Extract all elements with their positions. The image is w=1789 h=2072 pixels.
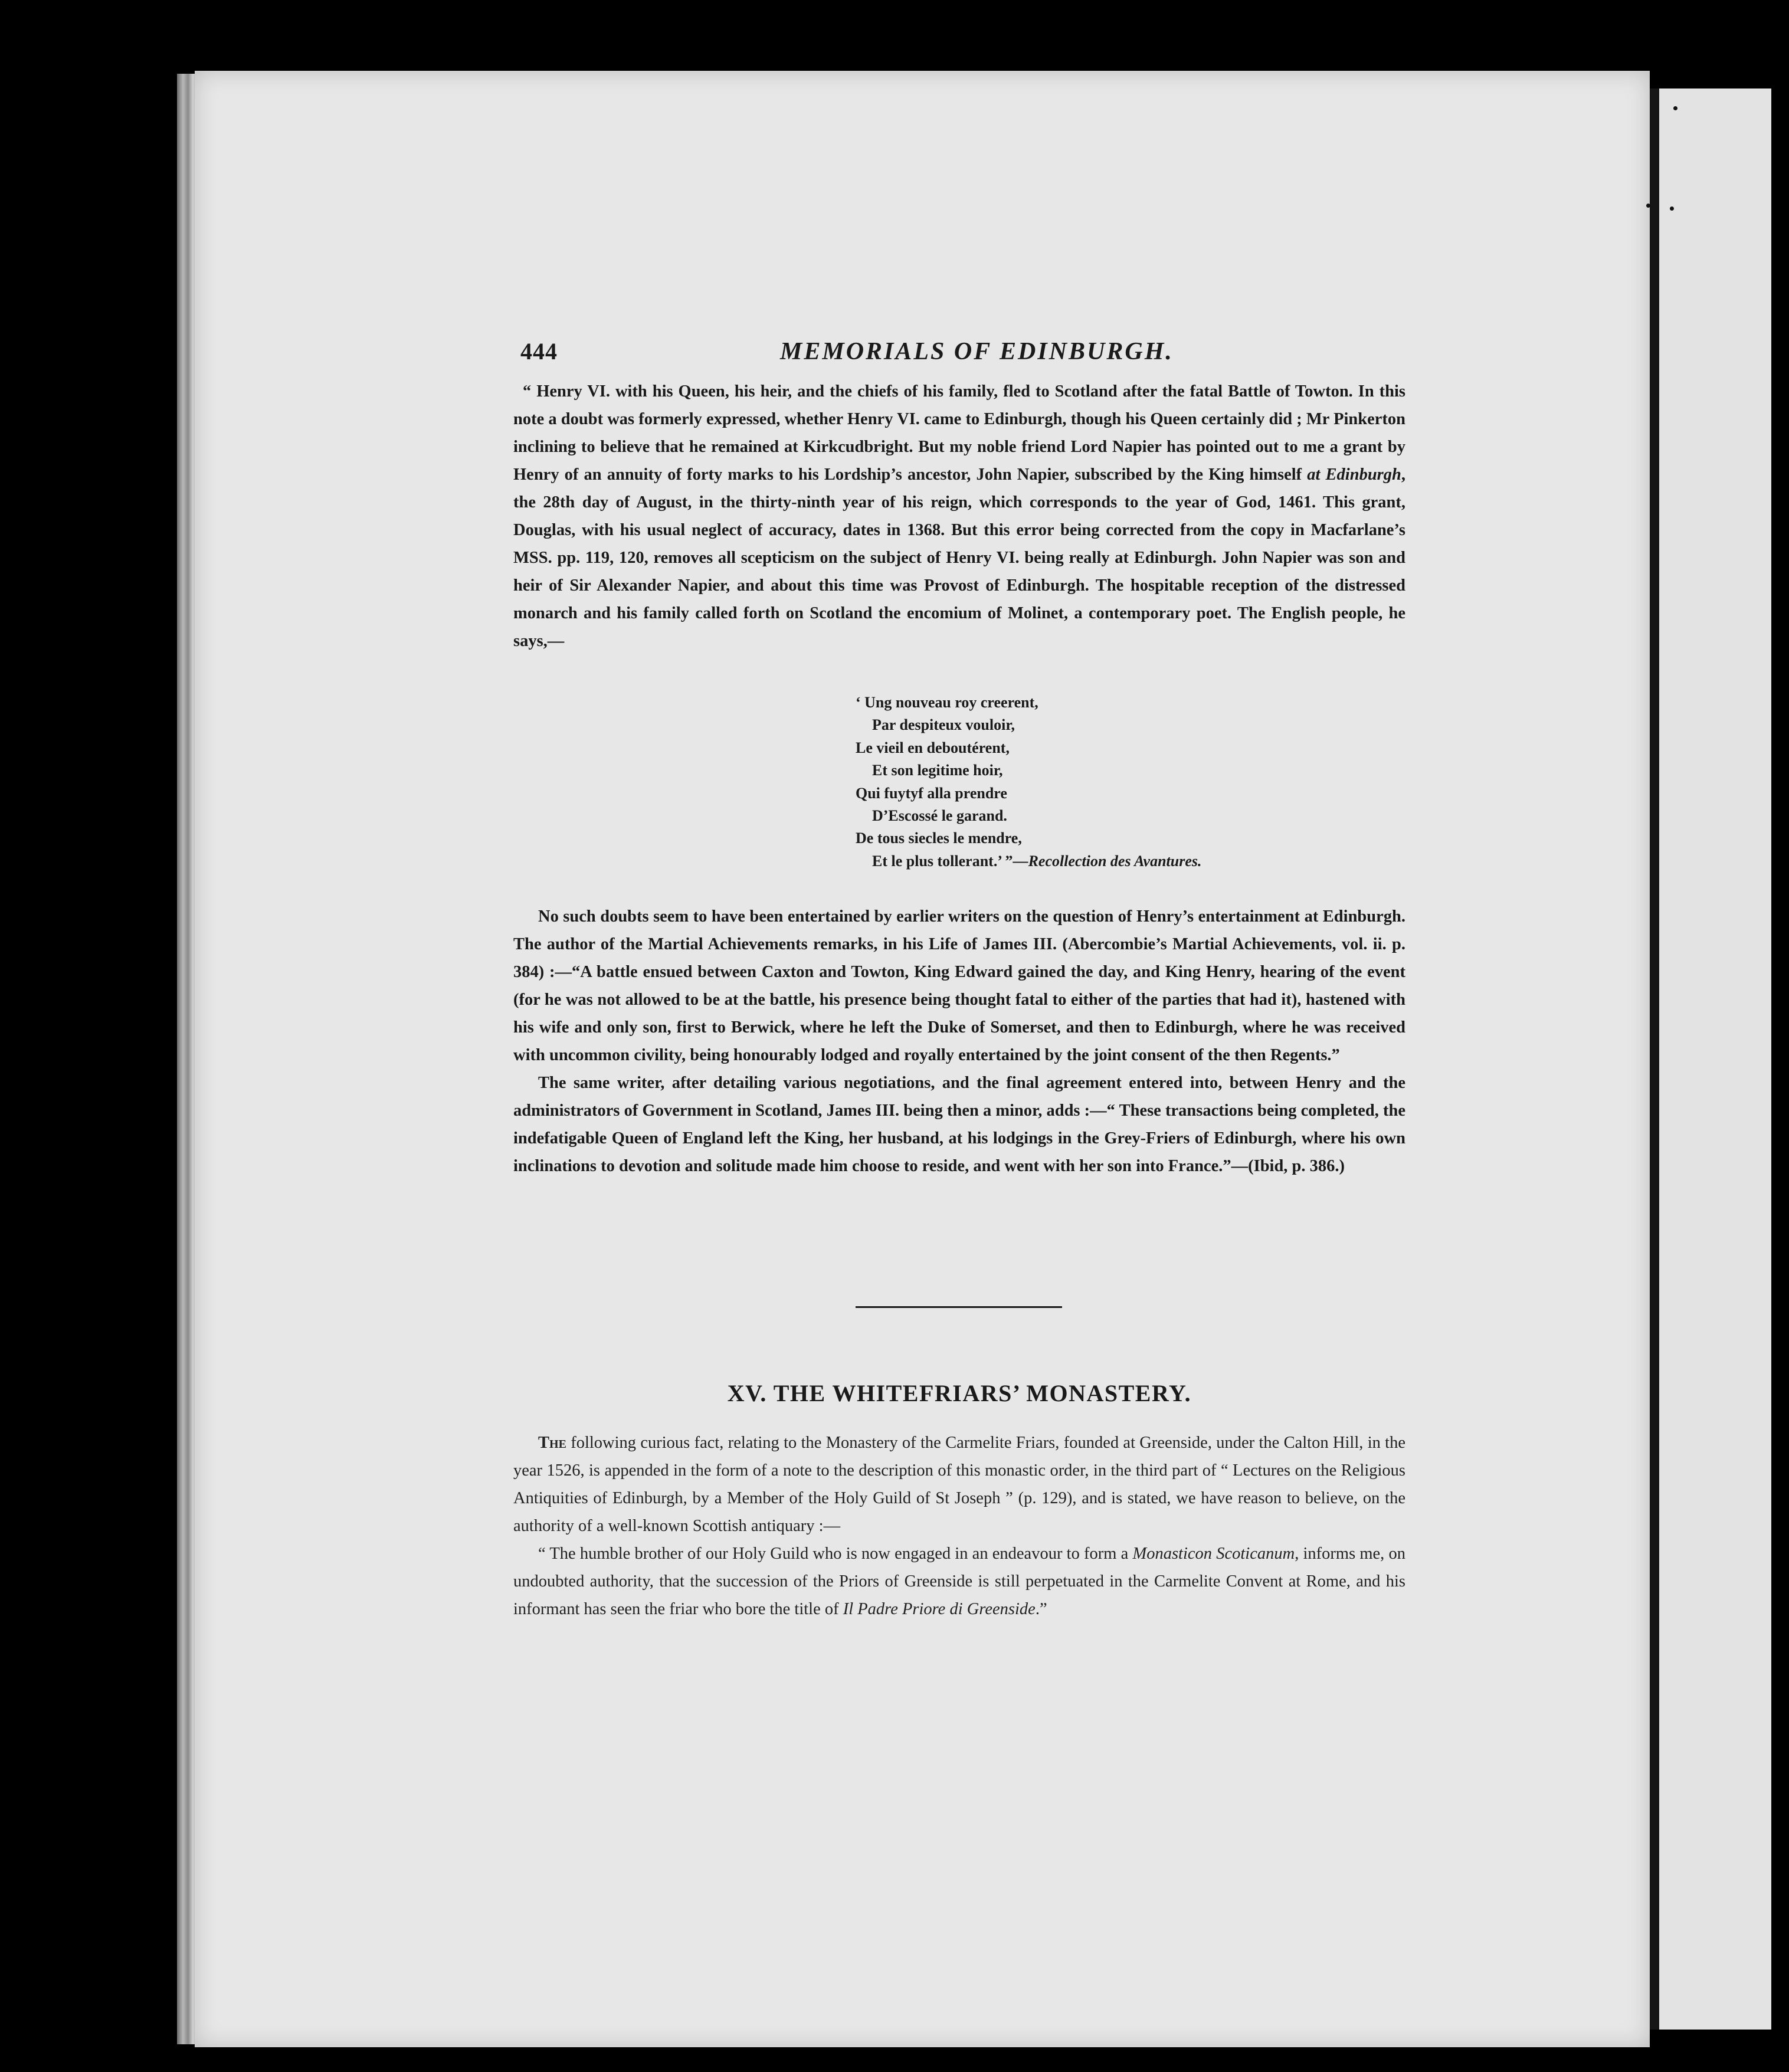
verse-line: ‘ Ung nouveau roy creerent,: [856, 694, 1038, 711]
facing-page-edge: [1659, 88, 1771, 2030]
speck: [1646, 204, 1650, 208]
quoted-note-text: “ Henry VI. with his Queen, his heir, and the chiefs of his family, fled to Scotland after the fatal Battle of Towton. In this note a doubt was formerly expressed, whether Henry VI. came to Edinburgh, though his Queen certainly did ; Mr Pinkerton inclining to believe that he remained at Kirkcudbright. But my noble friend Lord Napier has pointed out to me a grant by Henry of an annuity of forty marks to his Lordship’s ancestor, John Napier, subscribed by the King himself at Edinburgh, the 28th day of August, in the thirty-ninth year of his reign, which corresponds to the year of God, 1461. This grant, Douglas, with his usual neglect of accuracy, dates in 1368. But this error being corrected from the copy in Macfarlane’s MSS. pp. 119, 120, removes all scepticism on the subject of Henry VI. being really at Edinburgh. John Napier was son and heir of Sir Alexander Napier, and about this time was Provost of Edinburgh. The hospitable reception of the distressed monarch and his family called forth on Scotland the encomium of Molinet, a contemporary poet. The English people, he says,—: [513, 382, 1405, 650]
body-paragraph: No such doubts seem to have been entertained by earlier writers on the question of Henry’s entertainment at Edinburgh. The author of the Martial Achievements remarks, in his Life of James III. (Abercombie’s Martial Achievements, vol. ii. p. 384) :—“A battle ensued between Caxton and Towton, King Edward gained the day, and King Henry, hearing of the event (for he was not allowed to be at the battle, his presence being thought fatal to either of the parties that had it), hastened with his wife and only son, first to Berwick, where he left the Duke of Somerset, and then to Edinburgh, where he was received with uncommon civility, being honourably lodged and royally entertained by the joint consent of the then Regents.”: [513, 907, 1405, 1064]
verse-line: Qui fuytyf alla prendre: [856, 784, 1007, 802]
verse-source: —Recollection des Avantures.: [1013, 852, 1202, 870]
page-header: [520, 337, 1405, 368]
book-gutter: [1650, 88, 1659, 2030]
body-text: [513, 903, 1405, 1180]
verse-line: Le vieil en deboutérent,: [856, 739, 1010, 756]
french-verse: [856, 691, 1201, 873]
speck: [1670, 206, 1674, 211]
verse-line-last: Et le plus tollerant.’ ”—Recollection des Avantures.: [872, 852, 1202, 870]
verse-line: Et son legitime hoir,: [872, 762, 1003, 779]
verse-line: D’Escossé le garand.: [872, 807, 1007, 825]
running-title: MEMORIALS OF EDINBURGH.: [780, 338, 1174, 365]
page-number: 444: [520, 338, 558, 365]
section-quote-paragraph: “ The humble brother of our Holy Guild who is now engaged in an endeavour to form a Monasticon Scoticanum, informs me, on undoubted authority, that the succession of the Priors of Greenside is still perpetuated in the Carmelite Convent at Rome, and his informant has seen the friar who bore the title of Il Padre Priore di Greenside.”: [513, 1545, 1405, 1618]
page-stack-edge: [177, 74, 197, 2044]
section-divider: [856, 1306, 1062, 1308]
verse-line: Par despiteux vouloir,: [872, 716, 1015, 734]
section-body: [513, 1429, 1405, 1623]
speck: [1673, 106, 1677, 110]
section-paragraph: The following curious fact, relating to the Monastery of the Carmelite Friars, founded at Greenside, under the Calton Hill, in the year 1526, is appended in the form of a note to the description of this monastic order, in the third part of “ Lectures on the Religious Antiquities of Edinburgh, by a Member of the Holy Guild of St Joseph ” (p. 129), and is stated, we have reason to believe, on the authority of a well-known Scottish antiquary :—: [513, 1434, 1405, 1535]
body-paragraph: The same writer, after detailing various negotiations, and the final agreement entered into, between Henry and the administrators of Government in Scotland, James III. being then a minor, adds :—“ These transactions being completed, the indefatigable Queen of England left the King, her husband, at his lodgings in the Grey-Friers of Edinburgh, where his own inclinations to devotion and solitude made him choose to reside, and went with her son into France.”—(Ibid, p. 386.): [513, 1074, 1405, 1175]
quoted-note-paragraph: [513, 378, 1405, 655]
section-title: XV. THE WHITEFRIARS’ MONASTERY.: [727, 1380, 1192, 1407]
verse-line: De tous siecles le mendre,: [856, 830, 1022, 847]
